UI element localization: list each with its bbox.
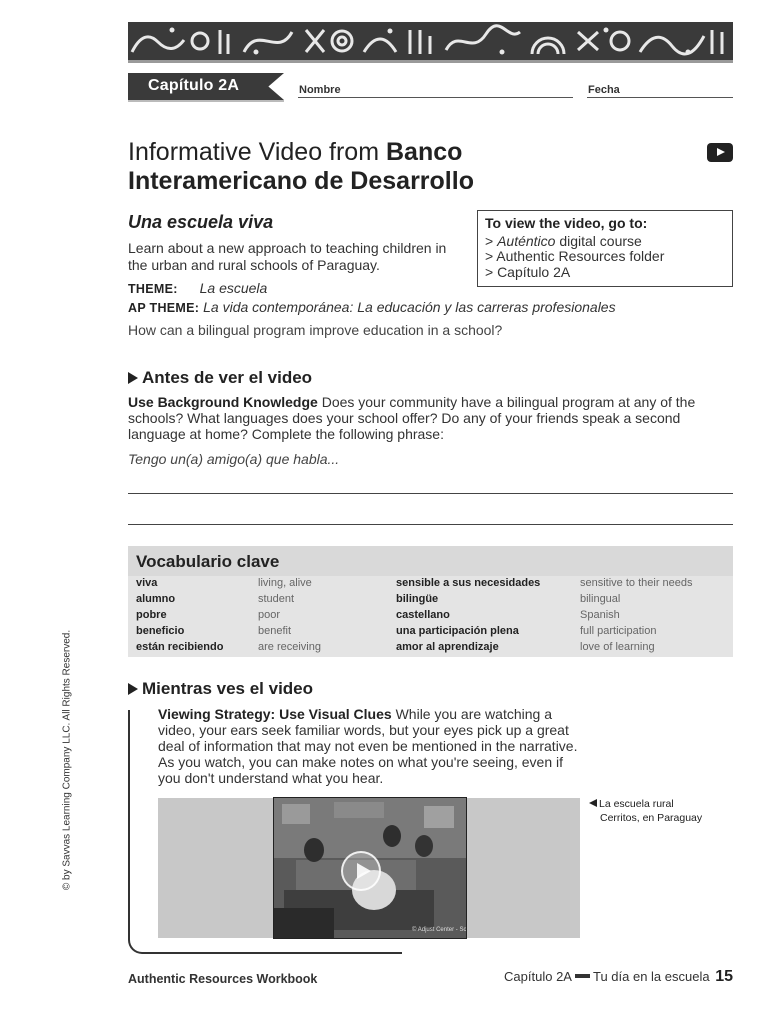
chapter-tab bbox=[128, 73, 284, 100]
video-subtitle: Una escuela viva bbox=[128, 212, 274, 232]
vocab-row: viva living, alive sensible a sus necesidades sensitive to their needs bbox=[136, 577, 693, 589]
photo-caption: La escuela rural Cerritos, en Paraguay bbox=[589, 797, 729, 825]
chapter-label: Capítulo 2A bbox=[148, 77, 240, 94]
copyright-notice: © by Savvas Learning Company LLC. All Rights Reserved. bbox=[61, 629, 73, 891]
triangle-bullet-icon bbox=[128, 683, 138, 695]
page-number: 15 bbox=[715, 968, 733, 985]
answer-line-2[interactable] bbox=[128, 524, 733, 525]
vocab-row: alumno student bilingüe bilingual bbox=[136, 593, 621, 605]
view-video-heading: To view the video, go to: bbox=[485, 215, 648, 231]
triangle-bullet-icon bbox=[128, 372, 138, 384]
banner-rule bbox=[128, 60, 733, 63]
while-viewing-heading: Mientras ves el video bbox=[128, 679, 313, 699]
name-field[interactable] bbox=[298, 97, 573, 98]
workbook-title: Authentic Resources Workbook bbox=[128, 972, 318, 986]
answer-line-1[interactable] bbox=[128, 493, 733, 494]
essential-question: How can a bilingual program improve education in a school? bbox=[128, 322, 503, 338]
background-knowledge-text: Use Background Knowledge Does your community have a bilingual program at any of the schools? What languages does your school offer? Do any of your friends speak a second language at home? Complete the following phrase: bbox=[128, 394, 696, 442]
theme-row: THEME: La escuela bbox=[128, 280, 268, 296]
sentence-prompt: Tengo un(a) amigo(a) que habla... bbox=[128, 451, 340, 467]
vocab-row: están recibiendo are receiving amor al aprendizaje love of learning bbox=[136, 641, 655, 653]
page-title: Informative Video from Banco Interamericano de Desarrollo bbox=[128, 138, 474, 195]
play-button[interactable] bbox=[341, 851, 381, 891]
decorative-banner bbox=[128, 22, 733, 60]
caption-arrow-icon bbox=[589, 799, 597, 807]
vocabulary-box bbox=[128, 546, 733, 657]
vocab-row: beneficio benefit una participación plena full participation bbox=[136, 625, 657, 637]
vocabulary-title: Vocabulario clave bbox=[136, 552, 280, 571]
view-video-step-2: > Authentic Resources folder bbox=[485, 248, 665, 264]
ap-theme-row: AP THEME: La vida contemporánea: La educación y las carreras profesionales bbox=[128, 299, 616, 315]
page-footer: Capítulo 2A Tu día en la escuela 15 bbox=[504, 968, 733, 985]
vocab-row: pobre poor castellano Spanish bbox=[136, 609, 620, 621]
play-icon bbox=[707, 143, 733, 162]
date-field[interactable] bbox=[587, 97, 733, 98]
video-credit: © Adjust Center - Sc bbox=[412, 927, 467, 933]
view-video-step-1: > Auténtico digital course bbox=[485, 232, 642, 249]
name-label: Nombre bbox=[299, 84, 341, 96]
video-player[interactable] bbox=[273, 797, 467, 939]
before-viewing-heading: Antes de ver el video bbox=[128, 368, 312, 388]
view-video-step-3: > Capítulo 2A bbox=[485, 263, 571, 280]
date-label: Fecha bbox=[588, 84, 620, 96]
video-intro: Learn about a new approach to teaching children in the urban and rural schools of Paraguay. bbox=[128, 240, 447, 273]
view-video-box bbox=[477, 210, 733, 287]
viewing-strategy-text: Viewing Strategy: Use Visual Clues While you are watching a video, your ears seek familiar words, but your eyes pick up a great deal of information that may not even be mentioned in the narrative. As you watch, you can make notes on what you're seeing, even if you don't understand what you hear. bbox=[158, 706, 578, 786]
